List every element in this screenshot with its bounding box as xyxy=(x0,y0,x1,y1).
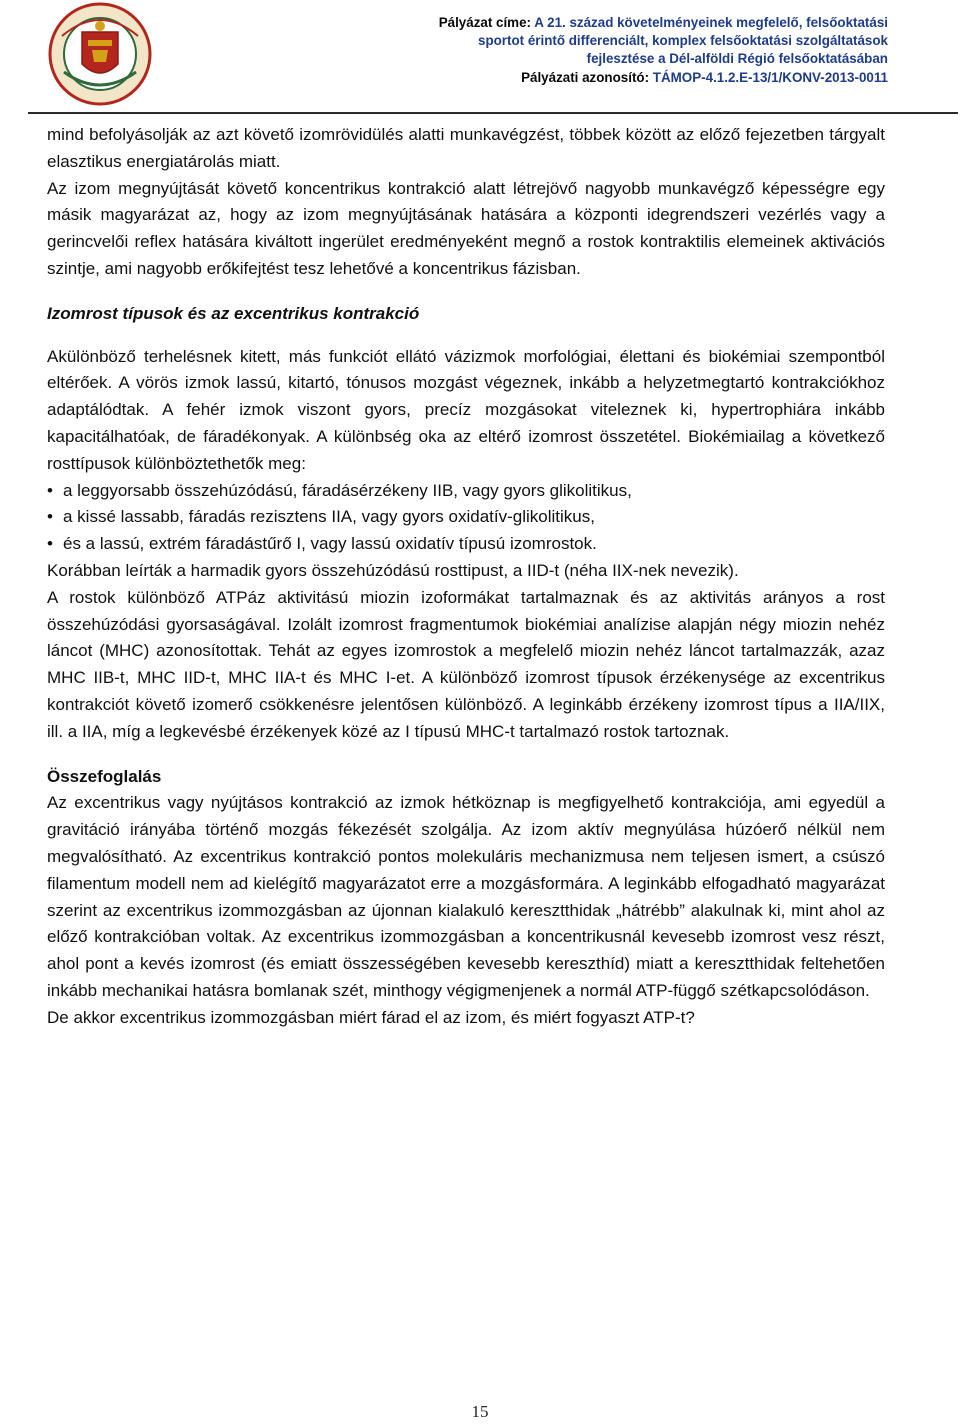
paragraph-7: De akkor excentrikus izommozgásban miért fárad el az izom, és miért fogyaszt ATP-t? xyxy=(47,1007,695,1027)
project-info xyxy=(328,14,888,87)
university-seal-logo xyxy=(40,2,160,106)
page-number: 15 xyxy=(471,1402,489,1421)
paragraph-3: Akülönböző terhelésnek kitett, más funkciót ellátó vázizmok morfológiai, élettani és biokémiai szempontból eltérőek. A vörös izmok lassú, kitartó, tónusos mozgást végeznek, inkább a helyzetmegtartó kontrakciókhoz adaptálódtak. A fehér izmok viszont gyors, precíz mozgásokat viteleznek ki, hypertrophiára inkább kapacitálhatóak, de fáradékonyak. A különbség oka az eltérő izomrost összetétel. Biokémiailag a következő rosttípusok különböztethetők meg: xyxy=(47,346,885,473)
header-divider xyxy=(28,112,958,114)
page-header xyxy=(0,0,960,112)
paragraph-5: A rostok különböző ATPáz aktivitású miozin izoformákat tartalmaznak és az aktivitás arányos a rost összehúzódási gyorsaságával. Izolált izomrost fragmentumok biokémiai analízise alapján négy miozin nehéz láncot (MHC) azonosítottak. Tehát az egyes izomrostok a megfelelő miozin nehéz láncot tartalmazzák, azaz MHC IIB-t, MHC IID-t, MHC IIA-t és MHC I-et. A különböző izomrost típusok érzékenysége az excentrikus kontrakciót követő izomerő csökkenésre jelentősen különböző. A leginkább érzékeny izomrost típus a IIA/IIX, ill. a IIA, míg a legkevésbé érzékenyek közé az I típusú MHC-t tartalmazó rostok tartoznak. xyxy=(47,587,885,741)
project-title-line2: sportot érintő differenciált, komplex felsőoktatási szolgáltatások xyxy=(478,33,888,49)
paragraph-2: Az izom megnyújtását követő koncentrikus kontrakció alatt létrejövő nagyobb munkavégző képességre egy másik magyarázat az, hogy az izom megnyújtásának hatására a központi idegrendszeri vezérlés vagy a gerincvelői reflex hatására kiváltott ingerület eredményeként megnő a rostok kontraktilis elemeinek aktivációs szintje, ami nagyobb erőkifejtést tesz lehetővé a koncentrikus fázisban. xyxy=(47,178,885,278)
project-title-line1: Pályázat címe: A 21. század követelményeinek megfelelő, felsőoktatási xyxy=(438,15,888,30)
list-item: • és a lassú, extrém fáradástűrő I, vagy lassú oxidatív típusú izomrostok. xyxy=(47,531,885,558)
list-item: • a leggyorsabb összehúzódású, fáradásérzékeny IIB, vagy gyors glikolitikus, xyxy=(47,478,885,505)
project-id-line: Pályázati azonosító: TÁMOP-4.1.2.E-13/1/KONV-2013-0011 xyxy=(521,69,888,85)
paragraph-4: Korábban leírták a harmadik gyors összehúzódású rosttipust, a IID-t (néha IIX-nek nevezik). xyxy=(47,560,739,580)
section-heading-fiber-types: Izomrost típusok és az excentrikus kontrakció xyxy=(47,303,420,323)
document-body xyxy=(47,122,885,1032)
project-title-line3: fejlesztése a Dél-alföldi Régió felsőoktatásában xyxy=(586,51,888,67)
paragraph-1: mind befolyásolják az azt követő izomrövidülés alatti munkavégzést, többek között az előző fejezetben tárgyalt elasztikus energiatárolás miatt. xyxy=(47,125,885,171)
list-item: • a kissé lassabb, fáradás rezisztens IIA, vagy gyors oxidatív-glikolitikus, xyxy=(47,504,885,531)
section-heading-summary: Összefoglalás xyxy=(47,766,162,786)
paragraph-6: Az excentrikus vagy nyújtásos kontrakció az izmok hétköznap is megfigyelhető kontrakciója, ami egyedül a gravitáció irányába történő mozgás fékezését szolgálja. Az izom aktív megnyúlása húzóerő nélkül nem megvalósítható. Az excentrikus kontrakció pontos molekuláris mechanizmusa nem teljesen ismert, a csúszó filamentum modell nem ad kielégítő magyarázatot erre a mozgásformára. A leginkább elfogadható magyarázat szerint az excentrikus izommozgásban az újonnan kialakuló keresztthidak „hátrébb” alakulnak ki, mint ahol az előző kontrakcióban voltak. Az excentrikus izommozgásban a koncentrikusnál kevesebb izomrost vesz részt, ahol pont a kevés izomrost (és emiatt összességében kevesebb kereszthíd) miatt a keresztthidak feltehetően inkább mechanikai hatásra bomlanak szét, minthogy végigmenjenek a normál ATP-függő szétkapcsolódáson. xyxy=(47,793,885,1000)
fiber-type-list xyxy=(47,478,885,558)
